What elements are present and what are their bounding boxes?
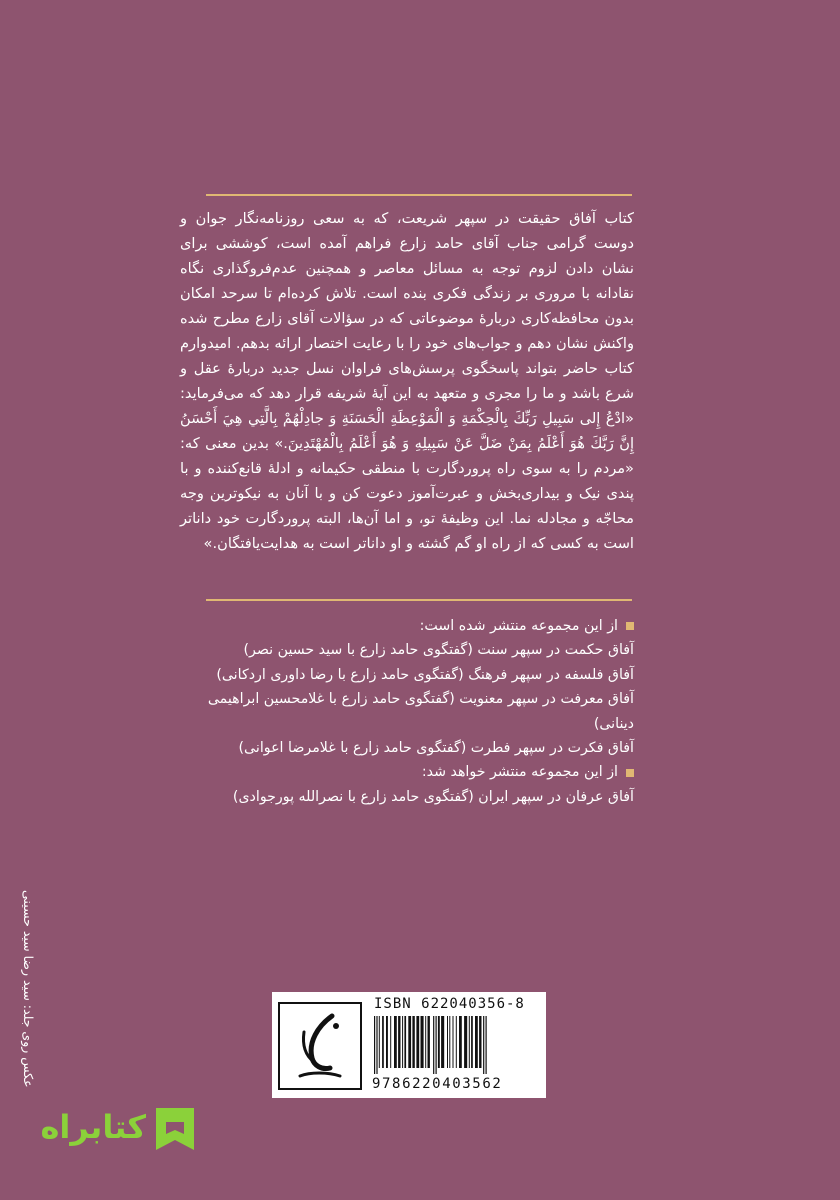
ean-number: 9786220403562 bbox=[372, 1076, 503, 1092]
published-title: آفاق معرفت در سپهر معنویت (گفتگوی حامد زارع با غلامحسین ابراهیمی دینانی) bbox=[207, 691, 634, 732]
series-list bbox=[180, 614, 634, 809]
middle-divider bbox=[206, 599, 632, 601]
isbn-barcode-box bbox=[272, 992, 546, 1098]
store-name: کتابراه bbox=[40, 1108, 146, 1146]
cover-photo-credit: عکس روی جلد: سید رضا سید حسینی bbox=[21, 890, 36, 1088]
upcoming-heading: از این مجموعه منتشر خواهد شد: bbox=[421, 764, 618, 781]
store-logo bbox=[22, 1102, 202, 1158]
isbn-number: ISBN 622040356-8 bbox=[374, 996, 525, 1012]
published-heading: از این مجموعه منتشر شده است: bbox=[419, 618, 618, 634]
published-heading-row bbox=[180, 614, 634, 638]
publisher-logo-icon bbox=[278, 1002, 362, 1090]
top-divider bbox=[206, 194, 632, 196]
published-title: آفاق فلسفه در سپهر فرهنگ (گفتگوی حامد زارع با رضا داوری اردکانی) bbox=[216, 666, 634, 683]
upcoming-heading-row bbox=[180, 760, 634, 784]
square-bullet-icon bbox=[626, 769, 634, 777]
back-cover-blurb: کتاب آفاق حقیقت در سپهر شریعت، که به سعی روزنامه‌نگار جوان و دوست گرامی جناب آقای حامد زارع فراهم آمده است، کوششی برای نشان دادن لزوم توجه به مسائل معاصر و همچنین عدم‌فروگذاری نگاه نقادانه با مروری بر زندگی فکری بنده است. تلاش کرده‌ام تا سرحد امکان بدون محافظه‌کاری دربارهٔ موضوعاتی که در سؤالات آقای زارع مطرح شده واکنش نشان دهم و جواب‌های خود را با رعایت اختصار ارائه بدهم. امیدوارم کتاب حاضر بتواند پاسخگوی پرسش‌های فراوان نسل جدید دربارهٔ عقل و شرع باشد و ما را مجری و متعهد به این آیهٔ شریفه قرار دهد که می‌فرماید: «ادْعُ إِلى‏ سَبِيلِ رَبِّكَ بِالْحِكْمَةِ وَ الْمَوْعِظَةِ الْحَسَنَةِ وَ جادِلْهُمْ بِالَّتِي هِيَ أَحْسَنُ إِنَّ رَبَّكَ هُوَ أَعْلَمُ بِمَنْ ضَلَّ عَنْ سَبِيلِهِ وَ هُوَ أَعْلَمُ بِالْمُهْتَدِينَ.» بدین معنی که: «مردم را به سوی راه پروردگارت با منطقی حکیمانه و ادلهٔ قانع‌کننده و با پندی نیک و بیداری‌بخش و عبرت‌آموز دعوت کن و با آنان به نیکوترین وجه محاجّه و مجادله نما. این وظیفهٔ تو، و اما آن‌ها، البته پروردگارت خود داناتر است به کسی که از راه او گم گشته و او داناتر است به هدایت‌یافتگان.» bbox=[180, 210, 634, 552]
bookmark-icon bbox=[150, 1104, 200, 1154]
published-title: آفاق فکرت در سپهر فطرت (گفتگوی حامد زارع با غلامرضا اعوانی) bbox=[238, 740, 634, 757]
upcoming-title: آفاق عرفان در سپهر ایران (گفتگوی حامد زارع با نصرالله پورجوادی) bbox=[232, 788, 634, 805]
barcode-icon bbox=[372, 1016, 540, 1074]
square-bullet-icon bbox=[626, 622, 634, 630]
published-title: آفاق حکمت در سپهر سنت (گفتگوی حامد زارع با سید حسین نصر) bbox=[243, 642, 634, 659]
